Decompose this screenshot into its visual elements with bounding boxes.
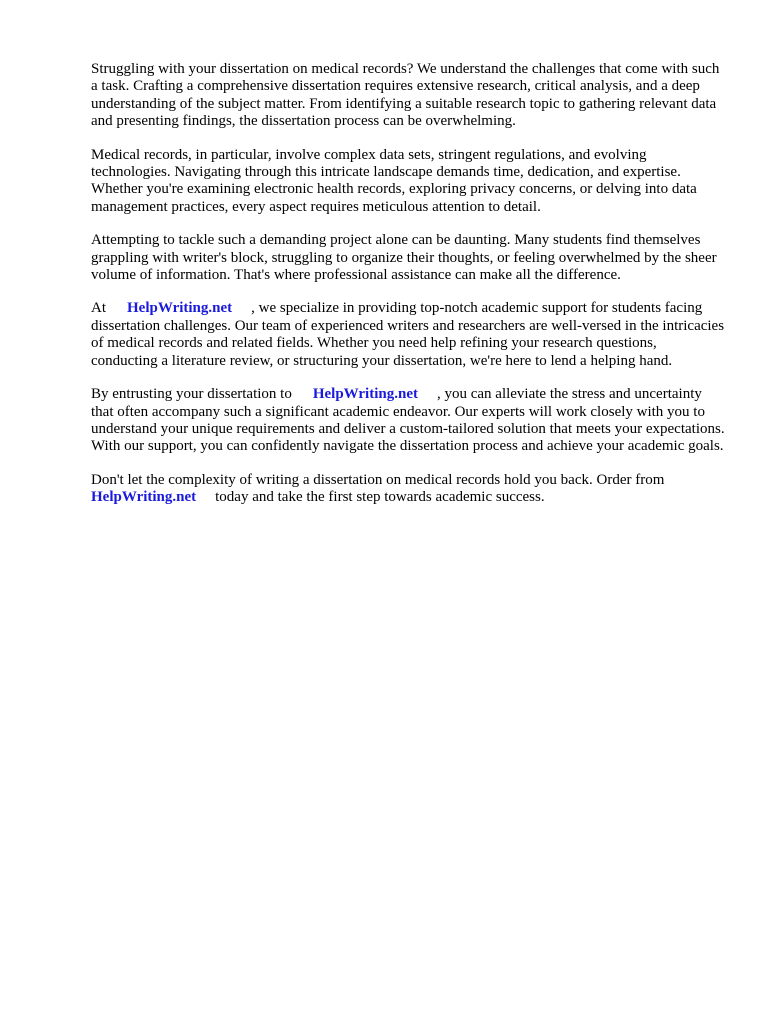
helpwriting-link[interactable]: HelpWriting.net (127, 300, 233, 317)
paragraph-cta-rest: today and take the first step towards academic success. (215, 489, 545, 506)
paragraph-entrusting-rest: , you can alleviate the stress and uncertainty that often accompany such a significant academic endeavor. Our experts will work closely with you to understand your unique requirements and deliver a custom-tailored solution that meets your expectations. With our support, you can confidently navigate the dissertation process and achieve your academic goals. (91, 386, 725, 455)
paragraph-cta-lead: Don't let the complexity of writing a dissertation on medical records hold you back. Order from (91, 471, 665, 488)
helpwriting-link[interactable]: HelpWriting.net (312, 386, 418, 403)
paragraph-services-lead: At (91, 300, 106, 317)
paragraph-intro: Struggling with your dissertation on medical records? We understand the challenges that come with such a task. Crafting a comprehensive dissertation requires extensive research, critical analysis, and a deep understanding of the subject matter. From identifying a suitable research topic to gathering relevant data and presenting findings, the dissertation process can be overwhelming. (91, 61, 720, 130)
helpwriting-link[interactable]: HelpWriting.net (91, 489, 197, 506)
paragraph-services-rest: , we specialize in providing top-notch academic support for students facing dissertation challenges. Our team of experienced writers and researchers are well-versed in the intricacies of medical records and related fields. Whether you need help refining your research questions, conducting a literature review, or structuring your dissertation, we're here to lend a helping hand. (91, 300, 725, 369)
paragraph-medical-records: Medical records, in particular, involve complex data sets, stringent regulations, and evolving technologies. Navigating through this intricate landscape demands time, dedication, and expertise. Whether you're examining electronic health records, exploring privacy concerns, or delving into data management practices, every aspect requires meticulous attention to detail. (91, 146, 697, 215)
paragraph-challenges: Attempting to tackle such a demanding project alone can be daunting. Many students find themselves grappling with writer's block, struggling to organize their thoughts, or feeling overwhelmed by the sheer volume of information. That's where professional assistance can make all the difference. (91, 232, 717, 284)
paragraph-services (91, 300, 727, 370)
paragraph-entrusting-lead: By entrusting your dissertation to (91, 386, 292, 403)
paragraph-entrusting (91, 386, 727, 456)
document-body (91, 61, 727, 523)
paragraph-call-to-action (91, 472, 727, 507)
